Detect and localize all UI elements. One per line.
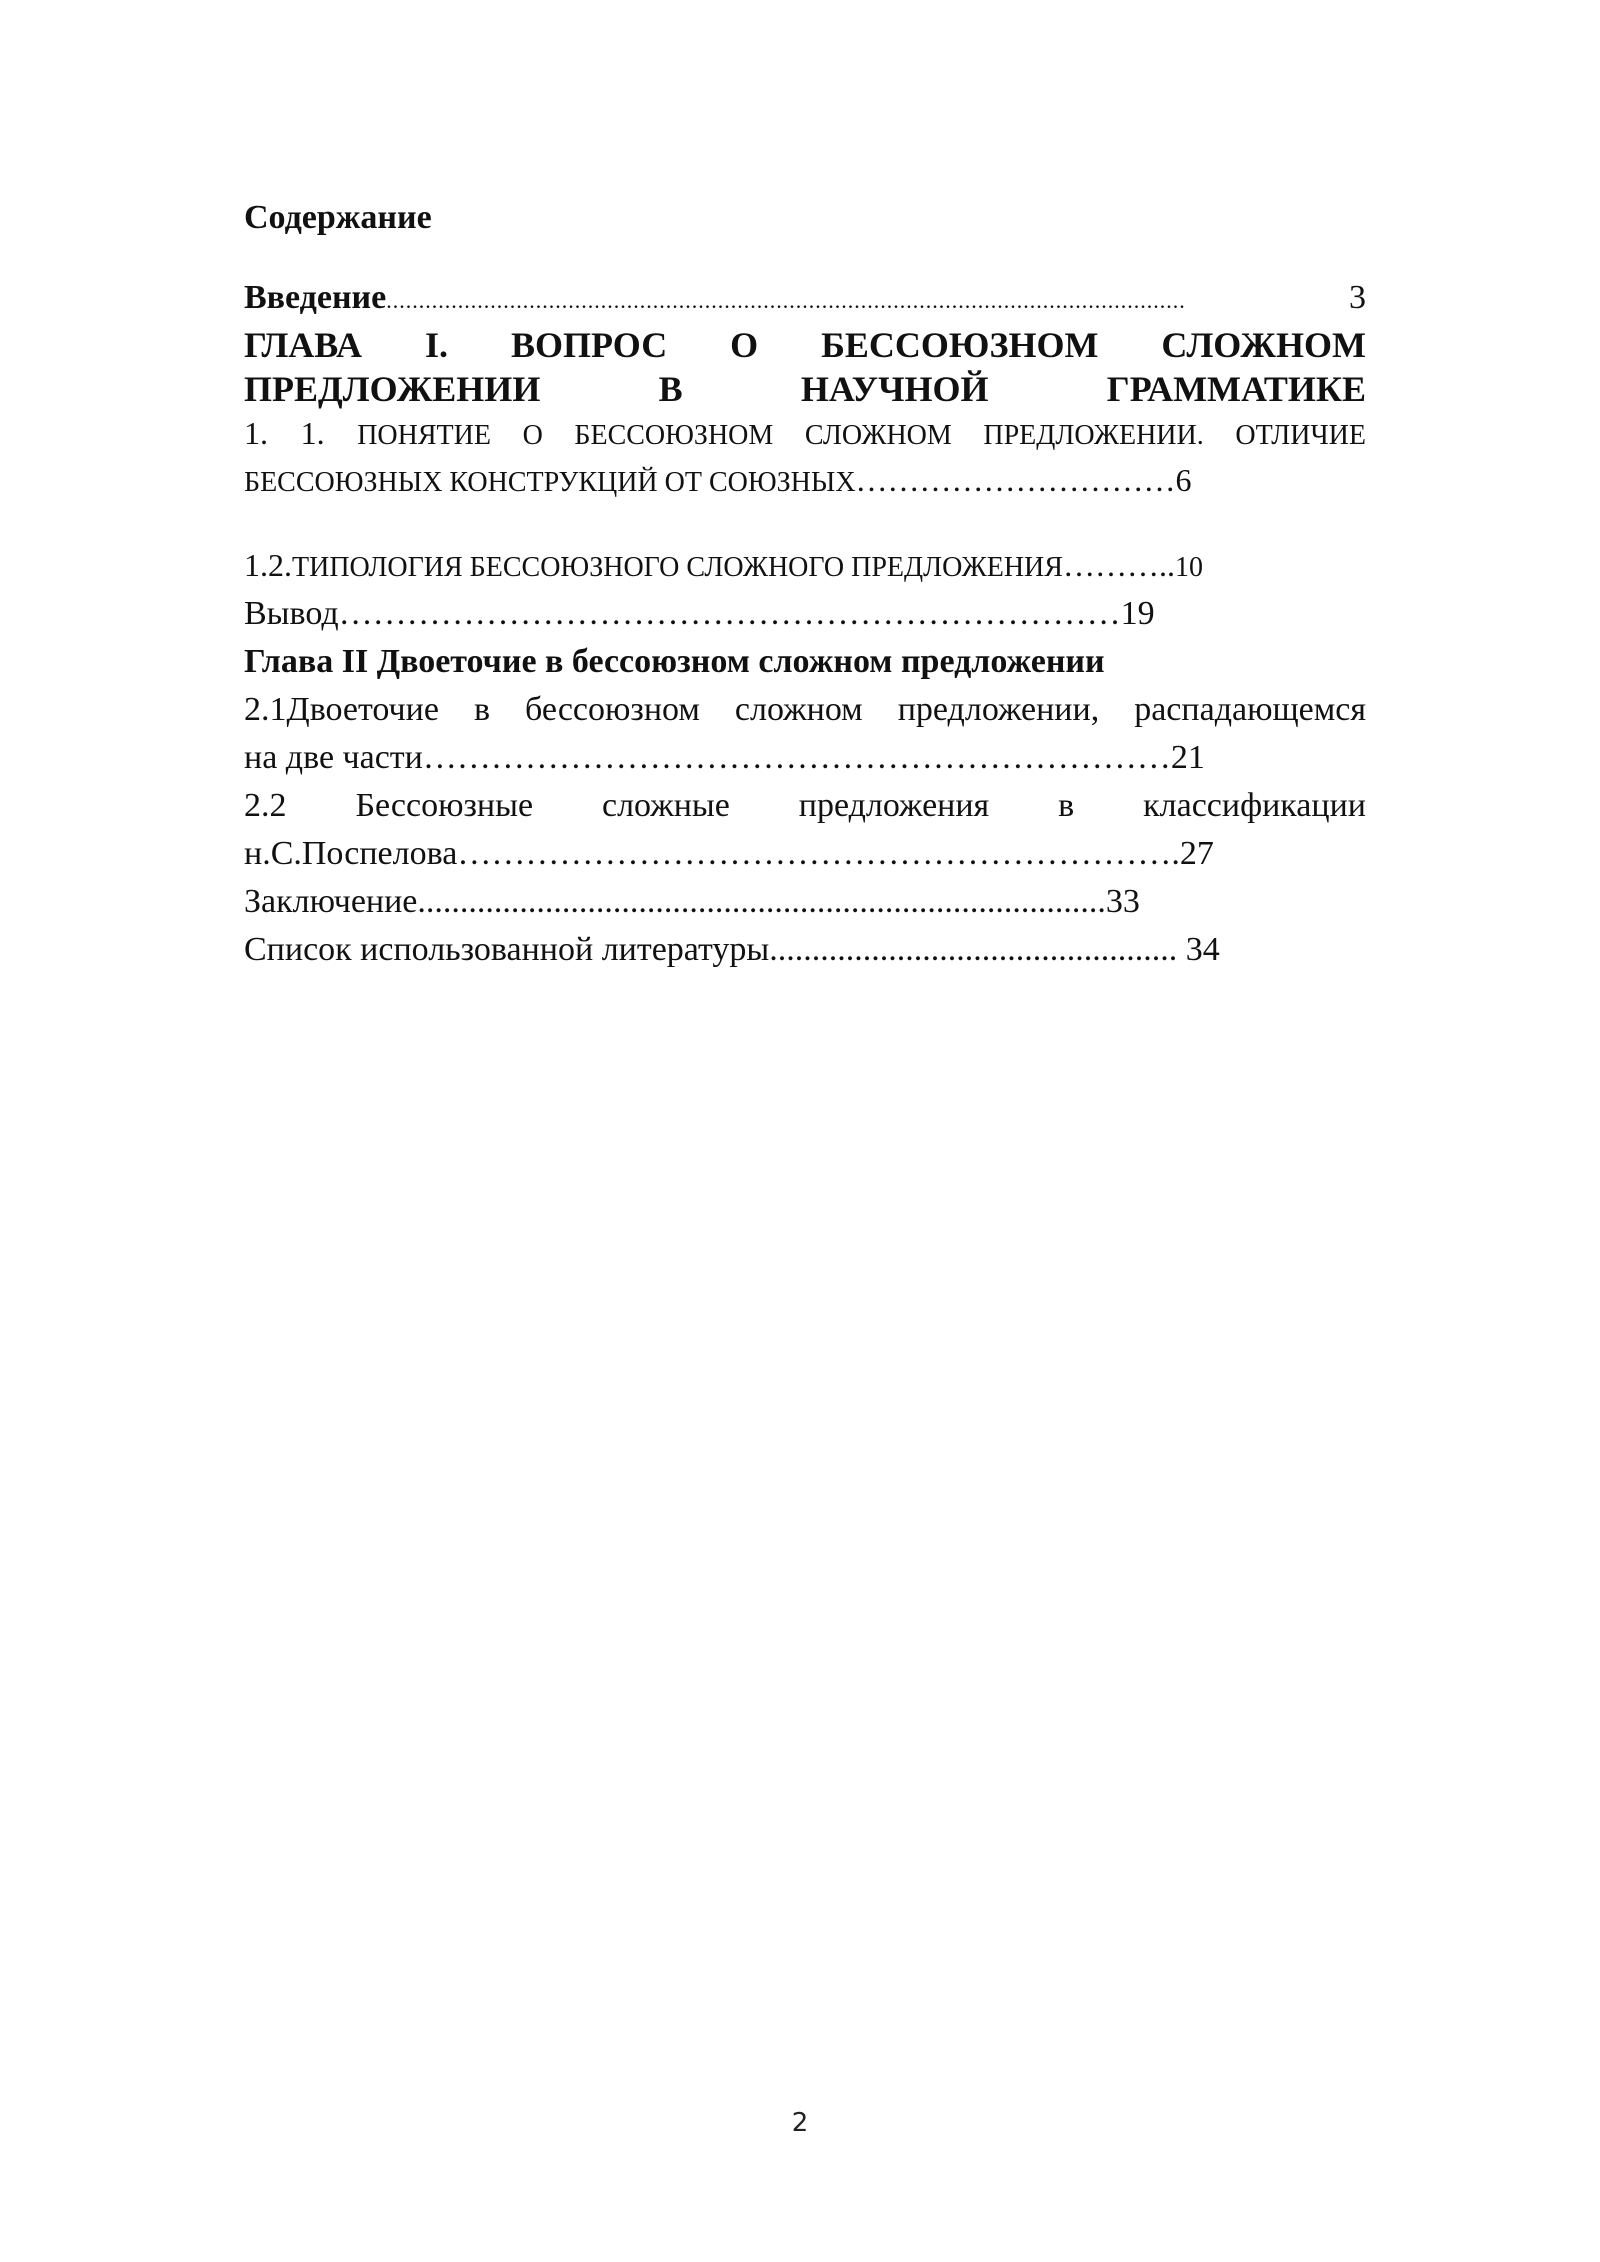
toc-entry-section-2-1 [244,686,1366,782]
toc-section-title: ПОНЯТИЕ О БЕССОЮЗНОМ СЛОЖНОМ ПРЕДЛОЖЕНИИ. ОТЛИЧИЕ [357,420,1367,451]
toc-section-title-continued: на две части [244,739,423,776]
toc-entry-section-2-2-line-1: 2.2 Бессоюзные сложные предложения в классификации [244,787,1366,824]
toc-section-number: 1. 1. [244,415,358,451]
toc-entry-section-1-1-line-2 [244,462,1192,498]
toc-entry-conclusion [244,878,1366,926]
toc-page-number: 6 [1175,462,1192,498]
toc-section-title: ТИПОЛОГИЯ БЕССОЮЗНОГО СЛОЖНОГО ПРЕДЛОЖЕНИЯ [292,552,1063,583]
toc-leader-dots: …………………………………………………………… [338,595,1121,632]
toc-leader-dots: ………………………… [855,462,1176,498]
toc-chapter-1-heading [244,323,1366,411]
toc-entry-bibliography [244,926,1366,974]
toc-entry-section-2-2 [244,782,1366,878]
toc-leader-dots: ................................................ [769,931,1178,968]
table-of-contents [244,190,1366,974]
toc-page-number: 27 [1179,835,1214,872]
toc-entry-section-2-1-line-2 [244,739,1205,776]
toc-page-number: 33 [1105,883,1140,920]
toc-entry-introduction-label: Введение [244,279,387,316]
toc-entry-section-1-1-line-1 [244,411,1366,458]
toc-chapter-2-heading: Глава II Двоеточие в бессоюзном сложном предложении [244,643,1105,680]
toc-entry-conclusion-label: Заключение [244,883,418,920]
toc-title: Содержание [244,199,432,236]
toc-entry-summary-label: Вывод [244,595,339,632]
page-number-footer: 2 [791,2108,809,2138]
toc-chapter-1-line-1: ГЛАВА I. ВОПРОС О БЕССОЮЗНОМ СЛОЖНОМ [244,325,1366,365]
toc-page-number: 10 [1174,552,1203,583]
toc-page-number: 3 [1349,279,1366,316]
toc-entry-section-1-1 [244,411,1366,505]
toc-chapter-1-line-2: ПРЕДЛОЖЕНИИ В НАУЧНОЙ ГРАММАТИКЕ [244,369,1366,409]
toc-page-number: 34 [1185,931,1220,968]
toc-page-number: 21 [1170,739,1205,776]
toc-entry-section-1-2 [244,543,1366,590]
toc-leader-dots: ……….. [1062,547,1175,583]
toc-section-number: 1.2. [244,547,292,583]
toc-entry-section-2-1-line-1: 2.1Двоеточие в бессоюзном сложном предложении, распадающемся [244,691,1366,728]
toc-leader-dots: ................................................................................. [417,883,1106,920]
toc-entry-introduction [244,276,1366,323]
toc-entry-section-2-2-line-2 [244,835,1214,872]
toc-leader-dots: ………………………………………………………. [457,835,1180,872]
toc-section-title-continued: н.С.Поспелова [244,835,458,872]
toc-entry-summary [244,590,1366,638]
toc-page-number: 19 [1120,595,1155,632]
toc-leader-dots: ........................................................................................................................... [386,288,1186,313]
toc-leader-dots: ………………………………………………………… [422,739,1171,776]
toc-entry-bibliography-label: Список использованной литературы [244,931,770,968]
toc-section-title-continued: БЕССОЮЗНЫХ КОНСТРУКЦИЙ ОТ СОЮЗНЫХ [244,467,856,498]
